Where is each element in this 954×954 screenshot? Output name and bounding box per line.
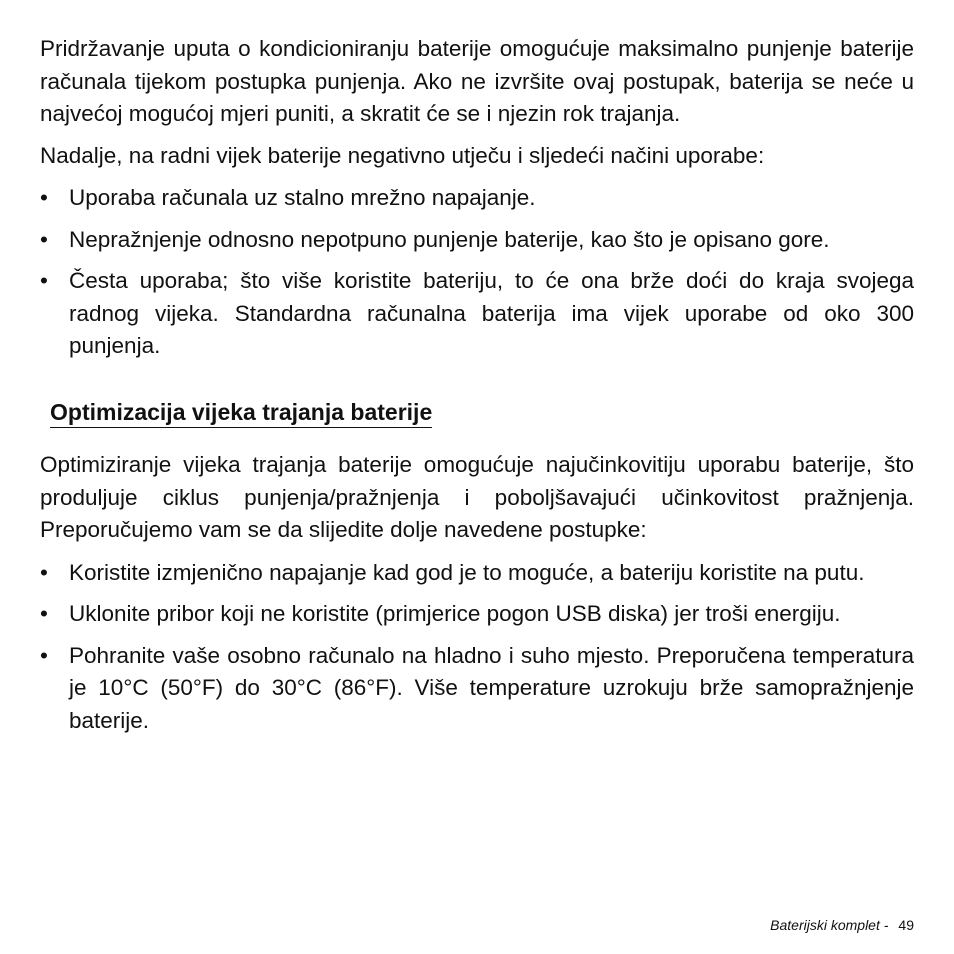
- battery-conditioning-paragraph: Pridržavanje uputa o kondicioniranju baterije omogućuje maksimalno punjenje baterije računala tijekom postupka punjenja. Ako ne izvršite ovaj postupak, baterija se neće u najvećoj mogućoj mjeri puniti, a skratit će se i njezin rok trajanja.: [40, 36, 914, 126]
- bullet-icon: •: [40, 268, 48, 293]
- bullet-icon: •: [40, 601, 48, 626]
- page-footer: [770, 917, 914, 933]
- bullet-icon: •: [40, 185, 48, 210]
- list-item: [40, 182, 914, 215]
- list-item: [40, 640, 914, 738]
- list-item-text: Koristite izmjenično napajanje kad god je to moguće, a bateriju koristite na putu.: [69, 559, 865, 585]
- section-heading-wrapper: [40, 363, 914, 430]
- bullet-icon: •: [40, 559, 48, 585]
- optimization-section: [40, 449, 914, 737]
- page-number: 49: [898, 917, 914, 933]
- list-item-text: Nepražnjenje odnosno nepotpuno punjenje baterije, kao što je opisano gore.: [69, 226, 830, 252]
- document-page: [40, 33, 914, 737]
- list-item-text: Pohranite vaše osobno računalo na hladno i suho mjesto. Preporučena temperatura je 10°C (50°F) do 30°C (86°F). Više temperature uzrokuju brže samopražnjenje baterije.: [69, 642, 914, 733]
- bullet-icon: •: [40, 226, 48, 252]
- negative-usage-lead-paragraph: Nadalje, na radni vijek baterije negativno utječu i sljedeći načini uporabe:: [40, 142, 765, 168]
- footer-section-label: Baterijski komplet -: [770, 917, 889, 933]
- list-item: [40, 224, 914, 257]
- list-item: [40, 557, 914, 590]
- list-item: [40, 265, 914, 363]
- bullet-icon: •: [40, 642, 48, 668]
- section-heading: Optimizacija vijeka trajanja baterije: [50, 397, 432, 428]
- list-item-text: Česta uporaba; što više koristite bateriju, to će ona brže doći do kraja svojega radnog vijeka. Standardna računalna baterija ima vijek uporabe od oko 300 punjenja.: [69, 268, 914, 358]
- list-item: [40, 598, 914, 631]
- optimization-tips-list: [40, 557, 914, 738]
- list-item-text: Uklonite pribor koji ne koristite (primjerice pogon USB diska) jer troši energiju.: [69, 601, 841, 626]
- optimization-intro-paragraph: Optimiziranje vijeka trajanja baterije omogućuje najučinkovitiju uporabu baterije, što produljuje ciklus punjenja/pražnjenja i poboljšavajući učinkovitost pražnjenja. Preporučujemo vam se da slijedite dolje navedene postupke:: [40, 452, 914, 542]
- negative-usage-list: [40, 182, 914, 363]
- list-item-text: Uporaba računala uz stalno mrežno napajanje.: [69, 185, 536, 210]
